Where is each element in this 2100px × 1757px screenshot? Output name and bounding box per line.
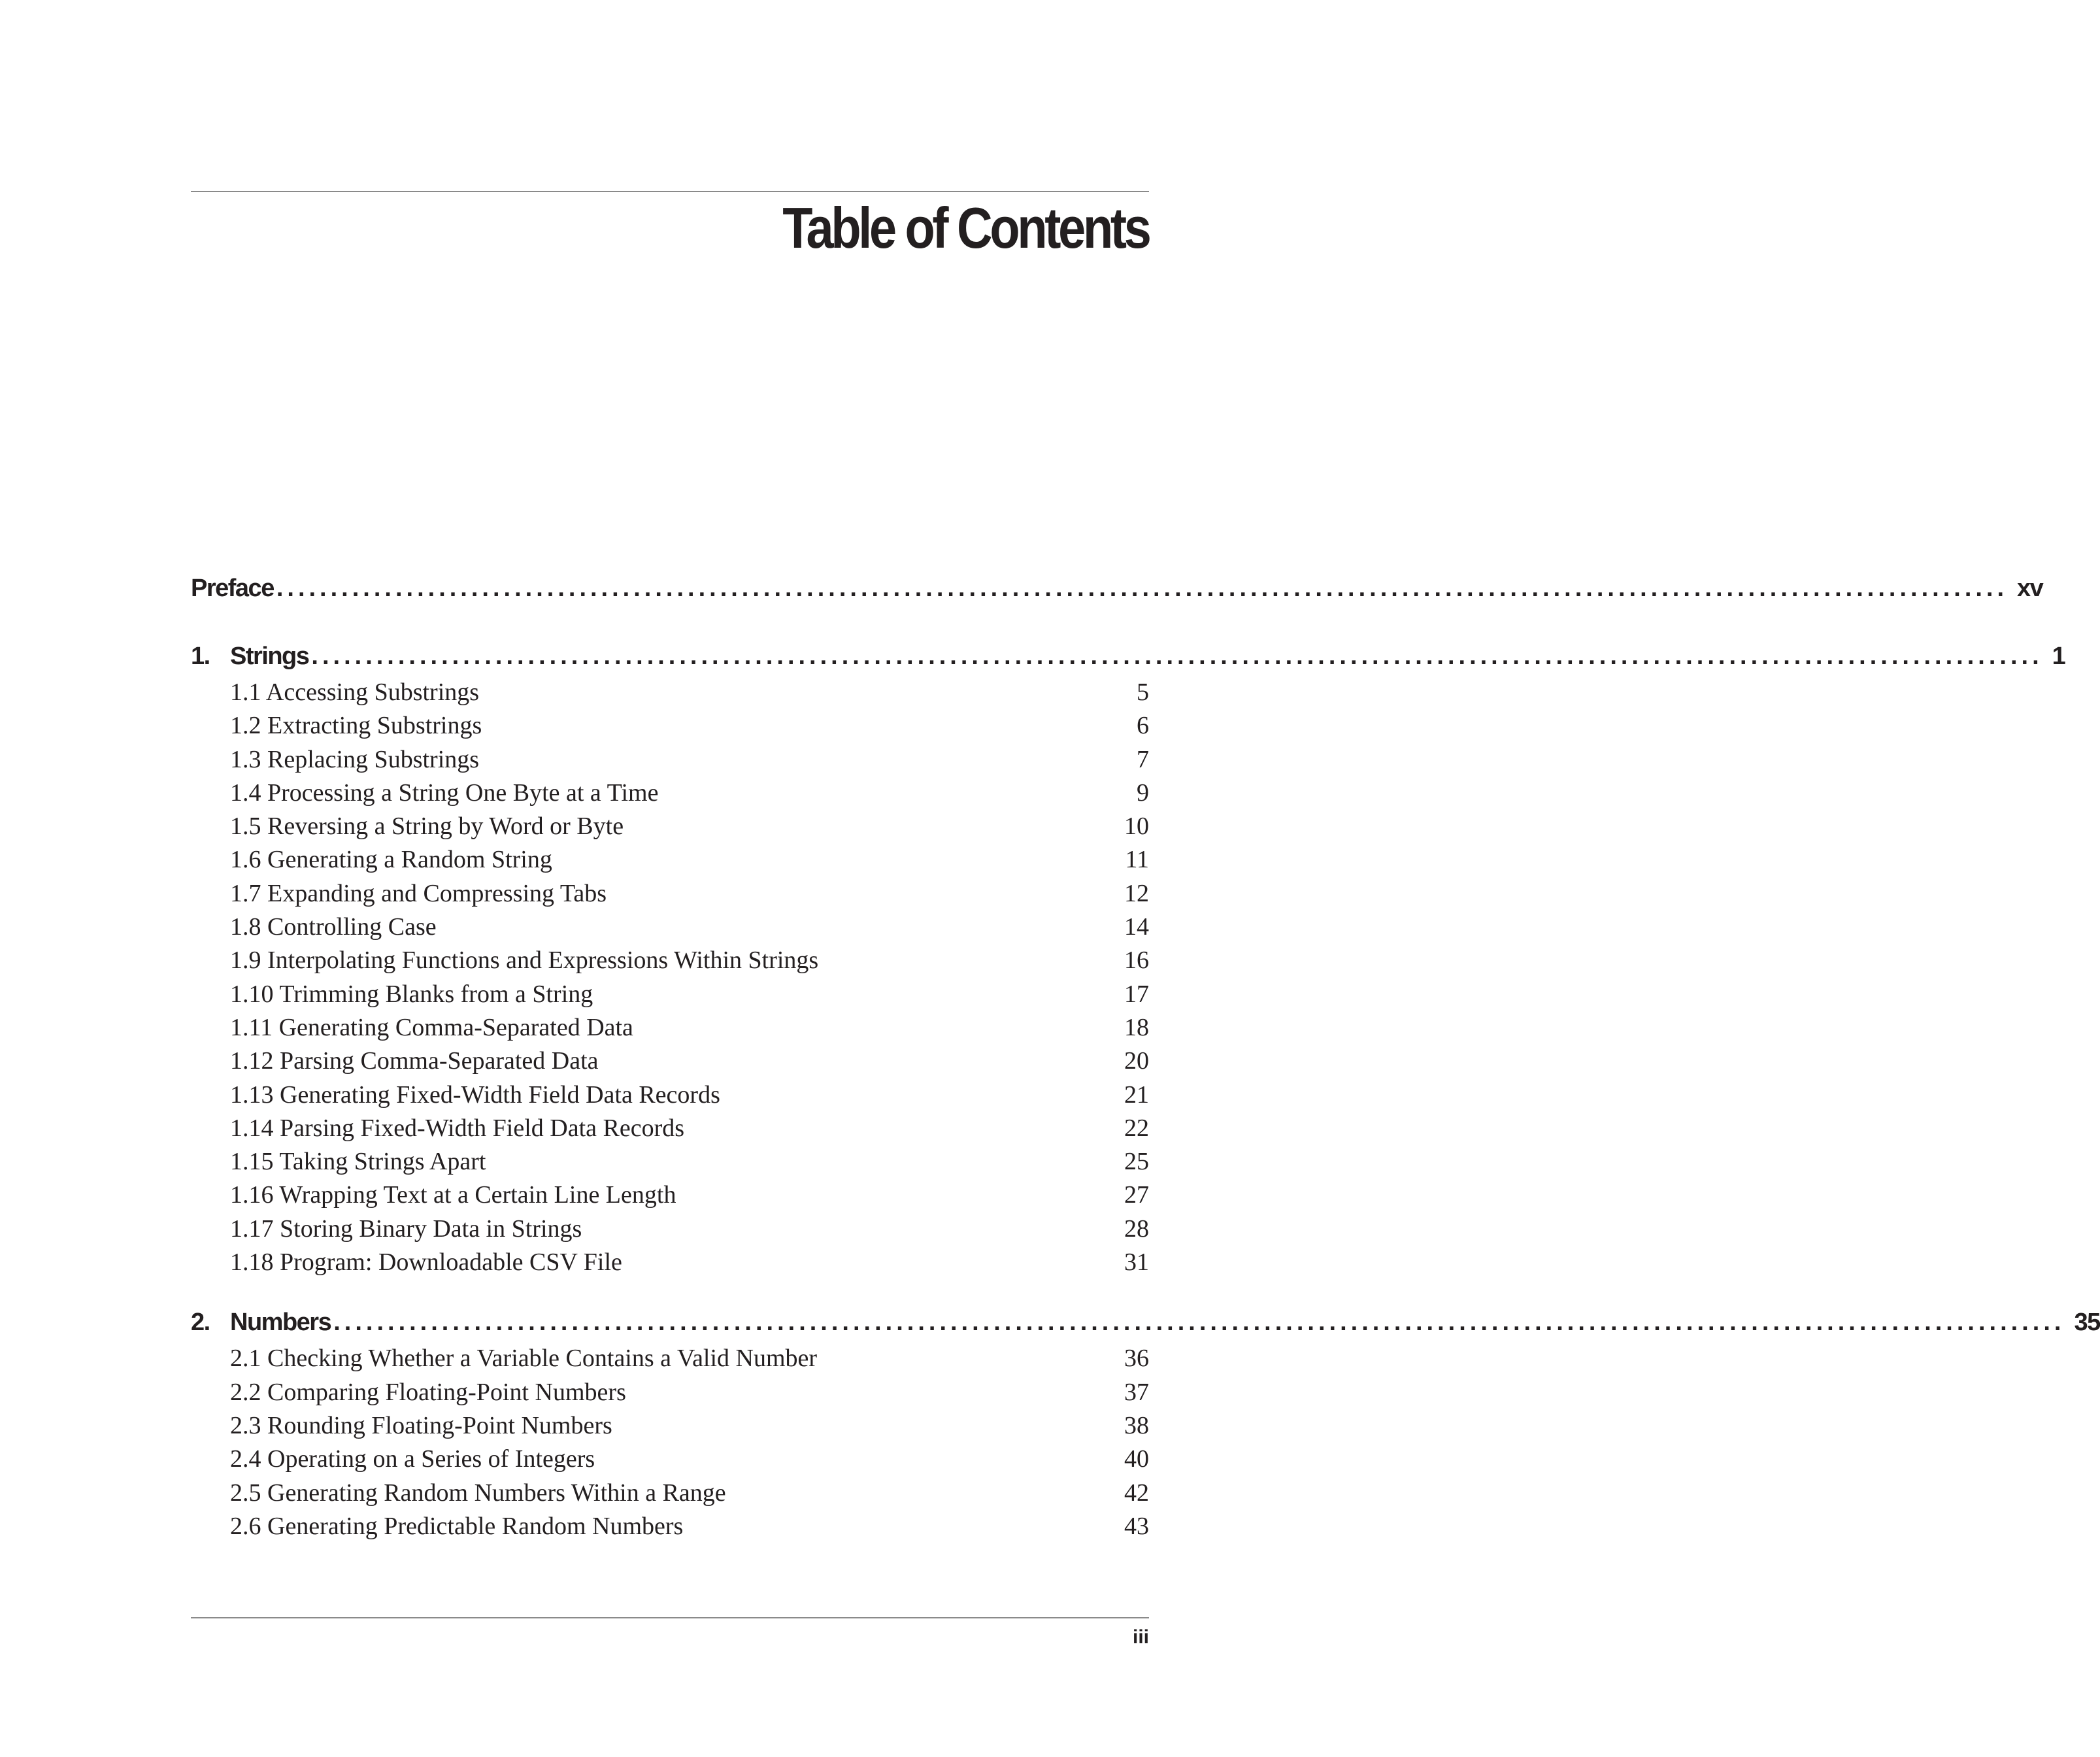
- section-title: 1.6 Generating a Random String: [230, 846, 552, 874]
- section-title: 2.3 Rounding Floating-Point Numbers: [230, 1411, 612, 1439]
- section-title: 1.10 Trimming Blanks from a String: [230, 980, 593, 1008]
- section-title: 1.8 Controlling Case: [230, 913, 437, 941]
- chapter-1-sections: [191, 676, 1149, 1279]
- section-title: 1.1 Accessing Substrings: [230, 678, 480, 706]
- section-page: 25: [1124, 1148, 1149, 1176]
- section-title: 2.6 Generating Predictable Random Numbers: [230, 1512, 684, 1540]
- toc-section[interactable]: [191, 1112, 1149, 1145]
- toc-section[interactable]: [191, 1179, 1149, 1212]
- toc-section[interactable]: [191, 1045, 1149, 1078]
- section-page: 7: [1137, 745, 1149, 773]
- section-page: 6: [1137, 712, 1149, 740]
- section-title: 2.1 Checking Whether a Variable Contains a Valid Number: [230, 1345, 818, 1373]
- section-title: 1.15 Taking Strings Apart: [230, 1148, 486, 1176]
- toc-section[interactable]: [191, 1443, 1149, 1476]
- section-page: 17: [1124, 980, 1149, 1008]
- section-page: 42: [1124, 1479, 1149, 1507]
- toc-section[interactable]: [191, 1079, 1149, 1112]
- top-rule: [191, 191, 1149, 192]
- section-page: 9: [1137, 778, 1149, 807]
- section-title: 2.4 Operating on a Series of Integers: [230, 1445, 595, 1473]
- dot-leader: ................................................................................................................................................................: [311, 643, 2043, 670]
- toc-section[interactable]: [191, 911, 1149, 944]
- toc-section[interactable]: [191, 843, 1149, 877]
- section-page: 36: [1124, 1345, 1149, 1373]
- toc-section[interactable]: [191, 777, 1149, 810]
- section-title: 1.3 Replacing Substrings: [230, 745, 480, 773]
- toc-section[interactable]: [191, 810, 1149, 843]
- section-title: 1.11 Generating Comma-Separated Data: [230, 1013, 633, 1041]
- section-page: 10: [1124, 812, 1149, 841]
- section-page: 12: [1124, 879, 1149, 907]
- page-number: iii: [1132, 1626, 1149, 1648]
- toc-section[interactable]: [191, 1145, 1149, 1179]
- chapter-title: Numbers: [230, 1309, 331, 1337]
- preface-title: Preface: [191, 575, 274, 602]
- toc-section[interactable]: [191, 877, 1149, 911]
- section-title: 1.5 Reversing a String by Word or Byte: [230, 812, 624, 841]
- toc-section[interactable]: [191, 1213, 1149, 1246]
- section-page: 11: [1125, 846, 1149, 874]
- section-title: 1.13 Generating Fixed-Width Field Data Records: [230, 1080, 720, 1109]
- section-title: 2.2 Comparing Floating-Point Numbers: [230, 1378, 626, 1406]
- toc-section[interactable]: [191, 743, 1149, 777]
- section-page: 27: [1124, 1181, 1149, 1209]
- section-page: 37: [1124, 1378, 1149, 1406]
- toc-section[interactable]: [191, 709, 1149, 743]
- toc-entry-chapter-1[interactable]: [191, 637, 2065, 676]
- section-page: 31: [1124, 1248, 1149, 1277]
- bottom-rule: [191, 1617, 1149, 1618]
- section-page: 5: [1137, 678, 1149, 706]
- toc-section[interactable]: [191, 1246, 1149, 1279]
- chapter-page: 1: [2052, 643, 2065, 670]
- section-title: 1.9 Interpolating Functions and Expressions Within Strings: [230, 946, 819, 975]
- toc-section[interactable]: [191, 978, 1149, 1011]
- section-title: 1.2 Extracting Substrings: [230, 712, 482, 740]
- section-page: 38: [1124, 1411, 1149, 1439]
- section-page: 43: [1124, 1512, 1149, 1540]
- preface-page: xv: [2017, 575, 2043, 602]
- section-title: 1.14 Parsing Fixed-Width Field Data Records: [230, 1114, 685, 1142]
- toc-section[interactable]: [191, 1477, 1149, 1510]
- toc-section[interactable]: [191, 1409, 1149, 1443]
- chapter-number: 1.: [191, 643, 210, 670]
- page-title: Table of Contents: [782, 195, 1149, 260]
- section-title: 1.17 Storing Binary Data in Strings: [230, 1214, 582, 1243]
- toc-entry-chapter-2[interactable]: [191, 1303, 2100, 1342]
- section-title: 1.7 Expanding and Compressing Tabs: [230, 879, 607, 907]
- section-page: 20: [1124, 1047, 1149, 1075]
- toc-section[interactable]: [191, 1342, 1149, 1375]
- section-title: 2.5 Generating Random Numbers Within a Range: [230, 1479, 726, 1507]
- section-page: 22: [1124, 1114, 1149, 1142]
- toc-section[interactable]: [191, 944, 1149, 977]
- table-of-contents: [191, 569, 2100, 1543]
- chapter-page: 35: [2074, 1309, 2100, 1337]
- section-title: 1.18 Program: Downloadable CSV File: [230, 1248, 622, 1277]
- chapter-2-sections: [191, 1342, 1149, 1543]
- dot-leader: ................................................................................................................................................................: [333, 1309, 2065, 1337]
- section-page: 14: [1124, 913, 1149, 941]
- toc-section[interactable]: [191, 676, 1149, 709]
- section-title: 1.4 Processing a String One Byte at a Time: [230, 778, 659, 807]
- dot-leader: ................................................................................................................................................................: [276, 575, 2008, 602]
- toc-entry-preface[interactable]: [191, 569, 2043, 608]
- section-page: 21: [1124, 1080, 1149, 1109]
- section-title: 1.16 Wrapping Text at a Certain Line Length: [230, 1181, 676, 1209]
- toc-section[interactable]: [191, 1510, 1149, 1543]
- toc-section[interactable]: [191, 1376, 1149, 1409]
- chapter-title: Strings: [230, 643, 309, 670]
- chapter-number: 2.: [191, 1309, 210, 1337]
- section-page: 18: [1124, 1013, 1149, 1041]
- toc-section[interactable]: [191, 1011, 1149, 1045]
- section-page: 16: [1124, 946, 1149, 975]
- section-title: 1.12 Parsing Comma-Separated Data: [230, 1047, 599, 1075]
- section-page: 40: [1124, 1445, 1149, 1473]
- section-page: 28: [1124, 1214, 1149, 1243]
